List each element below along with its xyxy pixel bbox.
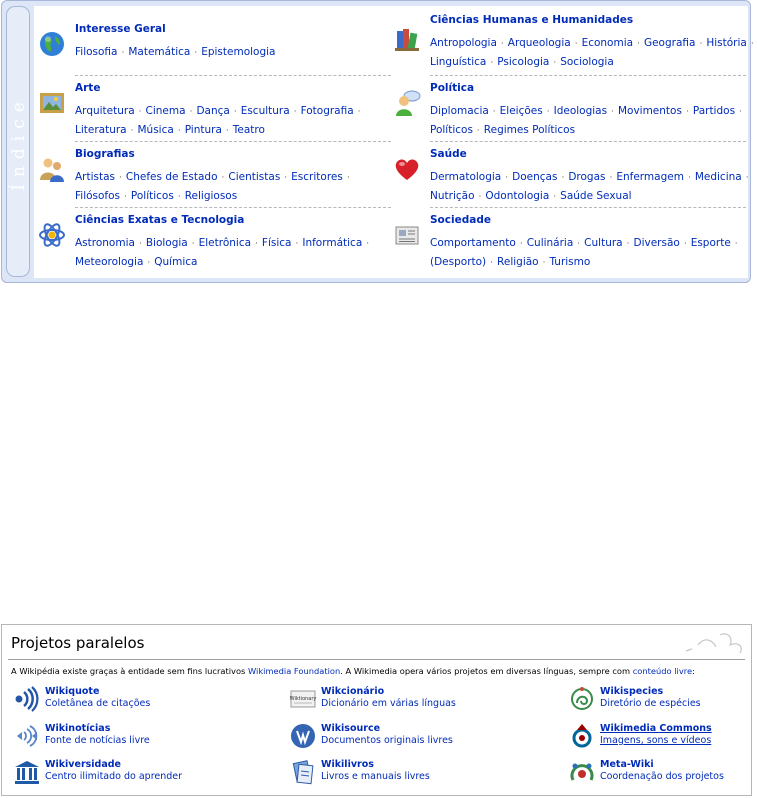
category-ciencias-exatas — [75, 213, 417, 272]
topic-link[interactable]: Eletrônica — [198, 237, 252, 249]
link-row — [430, 53, 757, 72]
category-ciencias-humanas — [430, 13, 757, 72]
category-politica — [430, 81, 757, 140]
category-title[interactable]: Interesse Geral — [75, 23, 166, 35]
people-icon — [38, 155, 66, 183]
topic-link[interactable]: Eleições — [499, 105, 543, 117]
separator-dot: · — [476, 126, 480, 136]
project-wikiquote[interactable]: Wikiquote Coletânea de citações — [13, 685, 253, 715]
separator-dot: · — [626, 239, 630, 249]
category-title[interactable]: Sociedade — [430, 214, 491, 226]
projects-intro: A Wikipédia existe graças à entidade sem fins lucrativos Wikimedia Foundation. A Wikimedia opera vários projetos em diversas línguas, sempre com conteúdo livre: — [11, 666, 695, 676]
divider — [430, 207, 746, 208]
separator-dot: · — [221, 173, 225, 183]
divider — [75, 141, 391, 142]
link-row — [430, 187, 757, 206]
divider — [430, 141, 746, 142]
separator-dot: · — [189, 107, 193, 117]
topic-link[interactable]: Meteorologia — [75, 256, 144, 268]
wikiversity-icon — [13, 758, 41, 786]
topic-link[interactable]: Culinária — [526, 237, 574, 249]
separator-dot: · — [542, 258, 546, 268]
painting-icon — [38, 89, 66, 117]
link-row — [75, 187, 417, 206]
link-row — [75, 43, 417, 62]
separator-dot: · — [138, 107, 142, 117]
separator-dot: · — [492, 107, 496, 117]
link-row — [75, 102, 417, 121]
project-wikispecies[interactable]: Wikispecies Diretório de espécies — [568, 685, 757, 715]
link-row — [430, 168, 757, 187]
topic-link[interactable]: Escultura — [240, 105, 290, 117]
wikimedia-foundation-link[interactable]: Wikimedia Foundation — [248, 666, 341, 676]
category-title[interactable]: Saúde — [430, 148, 467, 160]
topic-link[interactable]: Música — [137, 124, 174, 136]
heart-icon — [393, 155, 421, 183]
atom-icon — [38, 221, 66, 249]
topic-link[interactable]: Sociologia — [560, 56, 614, 68]
books-icon — [393, 25, 421, 53]
link-row — [430, 102, 757, 121]
category-links — [430, 234, 757, 272]
topic-link[interactable]: Turismo — [549, 256, 591, 268]
free-content-link[interactable]: conteúdo livre — [632, 666, 693, 676]
project-meta-wiki[interactable]: Meta-Wiki Coordenação dos projetos — [568, 758, 757, 788]
title-rule — [8, 659, 745, 660]
topic-link[interactable]: Linguística — [430, 56, 487, 68]
category-arte — [75, 81, 417, 140]
link-row — [430, 121, 757, 140]
separator-dot: · — [138, 239, 142, 249]
parallel-projects-panel — [1, 624, 752, 796]
separator-dot: · — [745, 173, 749, 183]
wikisource-icon — [289, 722, 317, 750]
separator-dot: · — [685, 107, 689, 117]
separator-dot: · — [346, 173, 350, 183]
separator-dot: · — [121, 48, 125, 58]
separator-dot: · — [577, 239, 581, 249]
topic-link[interactable]: Biologia — [145, 237, 188, 249]
topic-link[interactable]: Medicina — [694, 171, 742, 183]
topic-link[interactable]: (Desporto) — [430, 256, 487, 268]
topic-link[interactable]: Nutrição — [430, 190, 475, 202]
topic-link[interactable]: Dança — [196, 105, 230, 117]
separator-dot: · — [119, 173, 122, 183]
separator-dot: · — [574, 39, 578, 49]
category-links — [75, 168, 417, 206]
separator-dot: · — [687, 173, 691, 183]
separator-dot: · — [194, 48, 198, 58]
svg-text:Wiktionary: Wiktionary — [289, 696, 317, 702]
category-links — [430, 102, 757, 140]
topic-link[interactable]: Psicologia — [497, 56, 550, 68]
category-title[interactable]: Ciências Humanas e Humanidades — [430, 14, 634, 26]
topic-link[interactable]: Regimes Políticos — [483, 124, 576, 136]
separator-dot: · — [739, 107, 742, 117]
separator-dot: · — [750, 39, 754, 49]
separator-dot: · — [490, 258, 494, 268]
topic-link[interactable]: Religiosos — [184, 190, 238, 202]
category-title[interactable]: Ciências Exatas e Tecnologia — [75, 214, 245, 226]
separator-dot: · — [546, 107, 550, 117]
topic-link[interactable]: História — [706, 37, 747, 49]
speaker-icon — [393, 89, 421, 117]
divider — [430, 75, 746, 76]
index-panel — [1, 0, 754, 283]
topic-link[interactable]: Cultura — [584, 237, 623, 249]
project-wikilivros[interactable]: Wikilivros Livros e manuais livres — [289, 758, 529, 788]
commons-icon — [568, 722, 596, 750]
category-links — [430, 34, 757, 72]
category-links — [75, 234, 417, 272]
topic-link[interactable]: Filosofia — [75, 46, 118, 58]
separator-dot: · — [366, 239, 370, 249]
separator-dot: · — [295, 239, 299, 249]
separator-dot: · — [293, 107, 297, 117]
projects-title: Projetos paralelos — [11, 634, 145, 652]
separator-dot: · — [611, 107, 614, 117]
topic-link[interactable]: Escritores — [291, 171, 343, 183]
topic-link[interactable]: Drogas — [568, 171, 606, 183]
category-title[interactable]: Política — [430, 82, 475, 94]
topic-link[interactable]: Movimentos — [617, 105, 682, 117]
topic-link[interactable]: Geografia — [643, 37, 696, 49]
topic-link[interactable]: Cientistas — [228, 171, 281, 183]
separator-dot: · — [683, 239, 687, 249]
separator-dot: · — [561, 173, 565, 183]
divider — [75, 207, 391, 208]
wikiquote-icon — [13, 685, 41, 713]
separator-dot: · — [255, 239, 258, 249]
index-tab-label: Índice — [9, 94, 30, 191]
index-side-tab — [6, 6, 30, 277]
topic-link[interactable]: Dermatologia — [430, 171, 502, 183]
separator-dot: · — [478, 192, 482, 202]
separator-dot: · — [225, 126, 229, 136]
wikispecies-icon — [568, 685, 596, 713]
topic-link[interactable]: Arquitetura — [75, 105, 135, 117]
topic-link[interactable]: Artistas — [75, 171, 116, 183]
separator-dot: · — [177, 126, 181, 136]
project-wikisource[interactable]: Wikisource Documentos originais livres — [289, 722, 529, 752]
newspaper-icon — [393, 221, 421, 249]
topic-link[interactable]: Teatro — [232, 124, 265, 136]
link-row — [430, 34, 757, 53]
separator-dot: · — [734, 239, 738, 249]
link-row — [430, 234, 757, 253]
topic-link[interactable]: Ideologias — [553, 105, 608, 117]
topic-link[interactable]: Fotografia — [300, 105, 354, 117]
topic-link[interactable]: Saúde Sexual — [560, 190, 632, 202]
link-row — [430, 253, 757, 272]
link-row — [75, 168, 417, 187]
link-row — [75, 253, 417, 272]
category-links — [75, 43, 417, 62]
separator-dot: · — [609, 173, 613, 183]
category-links — [75, 102, 417, 140]
topic-link[interactable]: Astronomia — [75, 237, 135, 249]
separator-dot: · — [637, 39, 640, 49]
topic-link[interactable]: Políticos — [430, 124, 473, 136]
topic-link[interactable]: Doenças — [512, 171, 558, 183]
topic-link[interactable]: Epistemologia — [201, 46, 276, 58]
link-row — [75, 121, 417, 140]
index-content — [34, 6, 754, 278]
topic-link[interactable]: Antropologia — [430, 37, 497, 49]
topic-link[interactable]: Chefes de Estado — [125, 171, 218, 183]
project-wikinoticias[interactable]: Wikinotícias Fonte de notícias livre — [13, 722, 253, 752]
separator-dot: · — [553, 192, 557, 202]
topic-link[interactable]: Comportamento — [430, 237, 516, 249]
wiktionary-icon — [289, 685, 317, 713]
divider — [75, 75, 391, 76]
category-title[interactable]: Arte — [75, 82, 101, 94]
separator-dot: · — [519, 239, 523, 249]
topic-link[interactable]: Religião — [497, 256, 539, 268]
topic-link[interactable]: Informática — [302, 237, 363, 249]
topic-link[interactable]: Economia — [581, 37, 634, 49]
link-row — [75, 234, 417, 253]
separator-dot: · — [284, 173, 288, 183]
category-sociedade — [430, 213, 757, 272]
globe-icon — [38, 30, 66, 58]
topic-link[interactable]: Pintura — [184, 124, 222, 136]
topic-link[interactable]: Literatura — [75, 124, 127, 136]
category-biografias — [75, 147, 417, 206]
separator-dot: · — [357, 107, 361, 117]
topic-link[interactable]: Políticos — [130, 190, 174, 202]
category-interesse-geral — [75, 22, 417, 62]
meta-icon — [568, 758, 596, 786]
separator-dot: · — [147, 258, 151, 268]
category-saude — [430, 147, 757, 206]
topic-link[interactable]: Odontologia — [485, 190, 550, 202]
separator-dot: · — [233, 107, 237, 117]
topic-link[interactable]: Arqueologia — [507, 37, 571, 49]
topic-link[interactable]: Matemática — [128, 46, 191, 58]
separator-dot: · — [124, 192, 127, 202]
separator-dot: · — [177, 192, 181, 202]
project-wikcionario[interactable]: Wiktionary Wikcionário Dicionário em várias línguas — [289, 685, 529, 715]
topic-link[interactable]: Enfermagem — [616, 171, 684, 183]
topic-link[interactable]: Diversão — [633, 237, 680, 249]
separator-dot: · — [500, 39, 504, 49]
topic-link[interactable]: Cinema — [145, 105, 186, 117]
project-wikiversidade[interactable]: Wikiversidade Centro ilimitado do aprender — [13, 758, 253, 788]
topic-link[interactable]: Esporte — [690, 237, 731, 249]
separator-dot: · — [553, 58, 557, 68]
separator-dot: · — [699, 39, 703, 49]
topic-link[interactable]: Partidos — [692, 105, 736, 117]
category-links — [430, 168, 757, 206]
category-title[interactable]: Biografias — [75, 148, 135, 160]
separator-dot: · — [130, 126, 134, 136]
topic-link[interactable]: Diplomacia — [430, 105, 489, 117]
topic-link[interactable]: Filósofos — [75, 190, 121, 202]
topic-link[interactable]: Física — [261, 237, 292, 249]
topic-link[interactable]: Química — [154, 256, 198, 268]
project-wikimedia-commons[interactable]: Wikimedia Commons Imagens, sons e vídeos — [568, 722, 757, 752]
decorative-sketch-icon — [678, 627, 750, 659]
separator-dot: · — [505, 173, 509, 183]
wikinews-icon — [13, 722, 41, 750]
separator-dot: · — [490, 58, 494, 68]
separator-dot: · — [191, 239, 195, 249]
wikibooks-icon — [289, 758, 317, 786]
